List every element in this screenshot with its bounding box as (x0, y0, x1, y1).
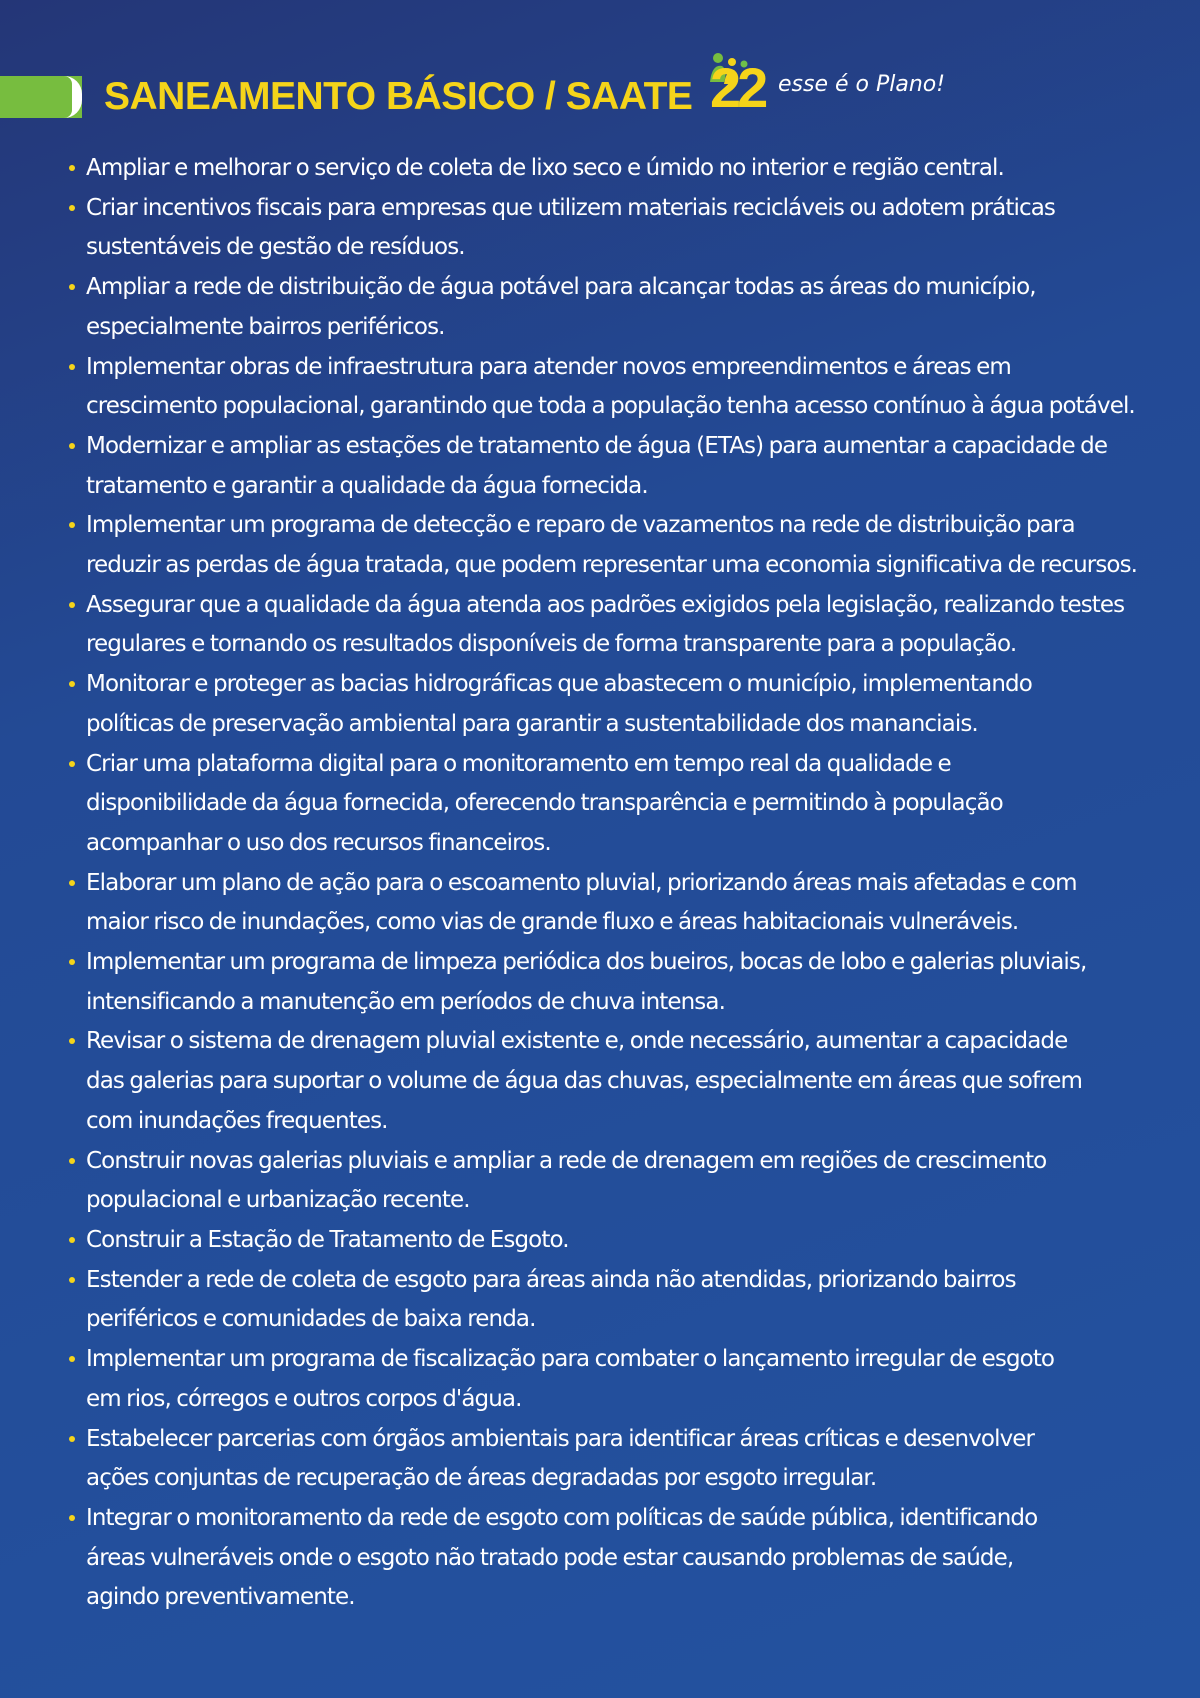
list-item-text: Estabelecer parcerias com órgãos ambientais para identificar áreas críticas e desenvolver (86, 1425, 1035, 1452)
list-item-text: Implementar obras de infraestrutura para atender novos empreendimentos e áreas em (86, 353, 1011, 380)
list-item-text: sustentáveis de gestão de resíduos. (86, 234, 465, 261)
list-item-text: crescimento populacional, garantindo que toda a população tenha acesso contínuo à água potável. (86, 393, 1135, 420)
list-item-text: Assegurar que a qualidade da água atenda aos padrões exigidos pela legislação, realizando testes (86, 591, 1125, 618)
list-item-text: Ampliar e melhorar o serviço de coleta de lixo seco e úmido no interior e região central. (86, 155, 1004, 181)
proposal-list (66, 149, 1170, 1618)
bullet-icon (69, 522, 75, 528)
list-item-text: intensificando a manutenção em períodos de chuva intensa. (86, 988, 725, 1015)
bullet-icon (69, 1356, 75, 1362)
logo-tagline: esse é o Plano! (778, 72, 946, 97)
list-item-text: Modernizar e ampliar as estações de tratamento de água (ETAs) para aumentar a capacidade de (86, 432, 1108, 459)
bullet-icon (69, 880, 75, 886)
list-item (66, 586, 1170, 665)
bullet-icon (69, 284, 75, 290)
list-item-text: periféricos e comunidades de baixa renda. (86, 1306, 536, 1333)
list-item (66, 745, 1170, 864)
list-item-text: com inundações frequentes. (86, 1107, 388, 1134)
list-item (66, 189, 1170, 268)
bullet-icon (69, 205, 75, 211)
list-item-text: especialmente bairros periféricos. (86, 313, 445, 340)
list-item-text: Revisar o sistema de drenagem pluvial existente e, onde necessário, aumentar a capacidade (86, 1028, 1068, 1055)
bullet-icon (69, 364, 75, 370)
list-item-text: Ampliar a rede de distribuição de água potável para alcançar todas as áreas do município, (86, 274, 1036, 301)
list-item (66, 665, 1170, 744)
list-item (66, 348, 1170, 427)
list-item-text: Construir novas galerias pluviais e ampliar a rede de drenagem em regiões de crescimento (86, 1147, 1047, 1174)
list-item-text: em rios, córregos e outros corpos d'água. (86, 1385, 522, 1412)
list-item-text: Criar uma plataforma digital para o monitoramento em tempo real da qualidade e (86, 750, 951, 777)
bullet-icon (69, 1237, 75, 1243)
bullet-icon (69, 1158, 75, 1164)
list-item (66, 427, 1170, 506)
bullet-icon (69, 761, 75, 767)
list-item (66, 1221, 1170, 1261)
list-item-text: áreas vulneráveis onde o esgoto não tratado pode estar causando problemas de saúde, (86, 1544, 1014, 1571)
accent-bar-cap-inner (64, 76, 72, 118)
list-item-text: Implementar um programa de fiscalização para combater o lançamento irregular de esgoto (86, 1346, 1055, 1373)
list-item (66, 1420, 1170, 1499)
list-item (66, 1499, 1170, 1618)
list-item (66, 1261, 1170, 1340)
list-item-text: reduzir as perdas de água tratada, que podem representar uma economia significativa de recursos. (86, 552, 1138, 579)
list-item (66, 149, 1170, 189)
bullet-icon (69, 165, 75, 171)
list-item (66, 1142, 1170, 1221)
bullet-icon (69, 1515, 75, 1521)
list-item (66, 864, 1170, 943)
list-item-text: regulares e tornando os resultados disponíveis de forma transparente para a população. (86, 631, 1017, 658)
bullet-icon (69, 602, 75, 608)
list-item (66, 1022, 1170, 1141)
list-item-text: Integrar o monitoramento da rede de esgoto com políticas de saúde pública, identificando (86, 1504, 1038, 1531)
list-item-text: Criar incentivos fiscais para empresas que utilizem materiais recicláveis ou adotem práticas (86, 194, 1056, 221)
list-item-text: disponibilidade da água fornecida, oferecendo transparência e permitindo à população (86, 790, 1003, 817)
list-item-text: Monitorar e proteger as bacias hidrográficas que abastecem o município, implementando (86, 671, 1032, 698)
list-item-text: políticas de preservação ambiental para garantir a sustentabilidade dos mananciais. (86, 710, 978, 737)
bullet-icon (69, 681, 75, 687)
list-item-text: agindo preventivamente. (86, 1584, 355, 1611)
list-item (66, 1340, 1170, 1419)
list-item-text: tratamento e garantir a qualidade da água fornecida. (86, 472, 648, 499)
bullet-icon (69, 1277, 75, 1283)
bullet-icon (69, 1038, 75, 1044)
list-item-text: das galerias para suportar o volume de água das chuvas, especialmente em áreas que sofrem (86, 1068, 1082, 1095)
bullet-icon (69, 1436, 75, 1442)
list-item-text: Implementar um programa de detecção e reparo de vazamentos na rede de distribuição para (86, 512, 1075, 539)
list-item-text: acompanhar o uso dos recursos financeiros. (86, 829, 551, 856)
page-title: SANEAMENTO BÁSICO / SAATE (104, 75, 693, 118)
list-item (66, 943, 1170, 1022)
list-item-text: maior risco de inundações, como vias de grande fluxo e áreas habitacionais vulneráveis. (86, 909, 1019, 936)
list-item (66, 506, 1170, 585)
list-item-text: Elaborar um plano de ação para o escoamento pluvial, priorizando áreas mais afetadas e com (86, 869, 1077, 896)
bullet-icon (69, 443, 75, 449)
list-item-text: Construir a Estação de Tratamento de Esgoto. (86, 1226, 569, 1253)
list-item (66, 268, 1170, 347)
list-item-text: Estender a rede de coleta de esgoto para áreas ainda não atendidas, priorizando bairros (86, 1266, 1016, 1293)
list-item-text: Implementar um programa de limpeza periódica dos bueiros, bocas de lobo e galerias pluviais, (86, 949, 1087, 976)
list-item-text: populacional e urbanização recente. (86, 1187, 470, 1214)
bullet-icon (69, 959, 75, 965)
list-item-text: ações conjuntas de recuperação de áreas degradadas por esgoto irregular. (86, 1465, 877, 1492)
campaign-logo (706, 48, 946, 138)
logo-number: 22 (710, 56, 765, 119)
